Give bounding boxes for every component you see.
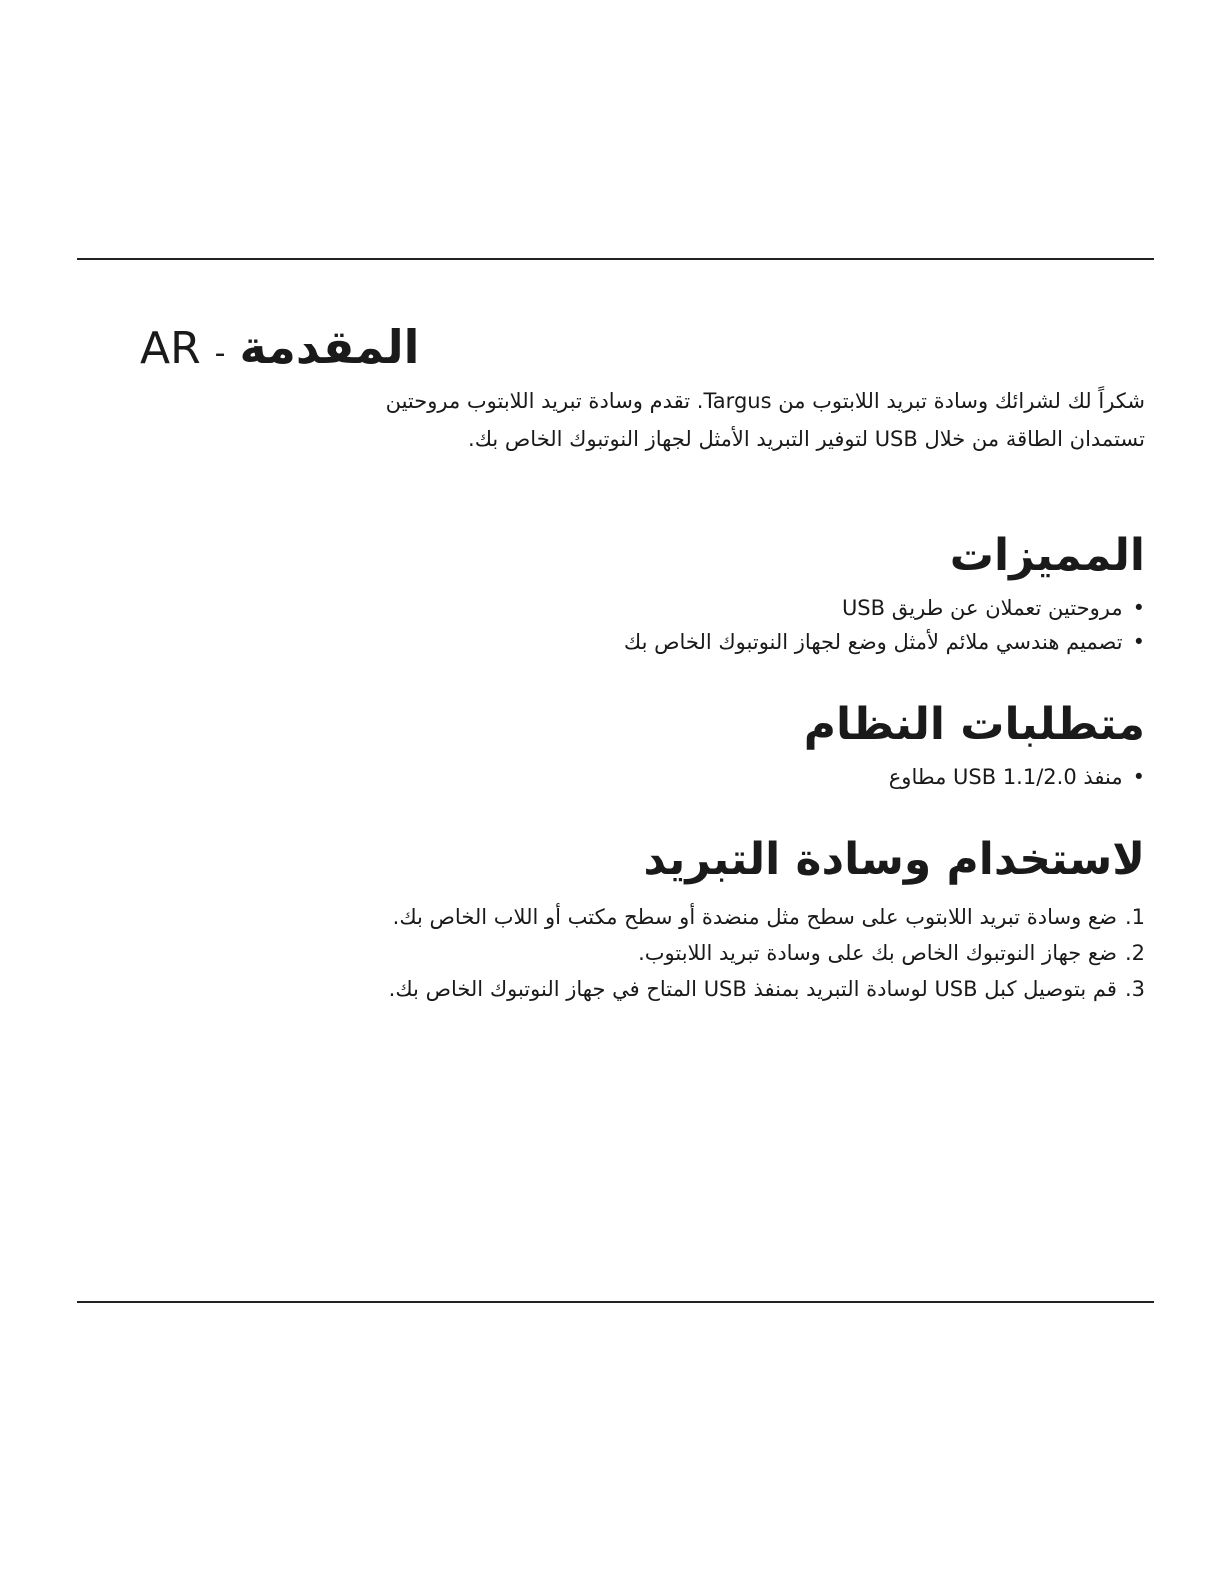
list-item: • تصميم هندسي ملائم لأمثل وضع لجهاز النوتبوك الخاص بك	[140, 625, 1145, 659]
step-number: 2.	[1124, 941, 1145, 965]
title-text: المقدمة	[239, 320, 420, 374]
document-content	[140, 320, 1145, 1007]
bottom-divider	[77, 1301, 1154, 1303]
page-title	[140, 320, 1145, 374]
step-number: 1.	[1124, 905, 1145, 929]
step-text: قم بتوصيل كبل USB لوسادة التبريد بمنفذ USB المتاح في جهاز النوتبوك الخاص بك.	[388, 977, 1117, 1001]
language-code: AR	[140, 323, 201, 374]
usage-heading: لاستخدام وسادة التبريد	[643, 834, 1145, 885]
requirements-list	[140, 760, 1145, 794]
intro-line: شكراً لك لشرائك وسادة تبريد اللابتوب من Targus. تقدم وسادة تبريد اللابتوب مروحتين	[385, 389, 1145, 413]
list-item: • مروحتين تعملان عن طريق USB	[140, 591, 1145, 625]
top-divider	[77, 258, 1154, 260]
step-text: ضع جهاز النوتبوك الخاص بك على وسادة تبريد اللابتوب.	[638, 941, 1117, 965]
step-text: ضع وسادة تبريد اللابتوب على سطح مثل منضدة أو سطح مكتب أو اللاب الخاص بك.	[392, 905, 1117, 929]
title-separator: -	[214, 336, 226, 371]
features-heading: المميزات	[949, 530, 1145, 581]
requirements-heading: متطلبات النظام	[803, 699, 1145, 750]
list-item	[140, 899, 1145, 935]
features-list	[140, 591, 1145, 659]
intro-line: تستمدان الطاقة من خلال USB لتوفير التبريد الأمثل لجهاز النوتبوك الخاص بك.	[468, 427, 1145, 451]
list-item	[140, 971, 1145, 1007]
intro-paragraph	[140, 382, 1145, 458]
usage-steps	[140, 899, 1145, 1007]
list-item: • منفذ 1.1/2.0 USB مطاوع	[140, 760, 1145, 794]
step-number: 3.	[1124, 977, 1145, 1001]
list-item	[140, 935, 1145, 971]
